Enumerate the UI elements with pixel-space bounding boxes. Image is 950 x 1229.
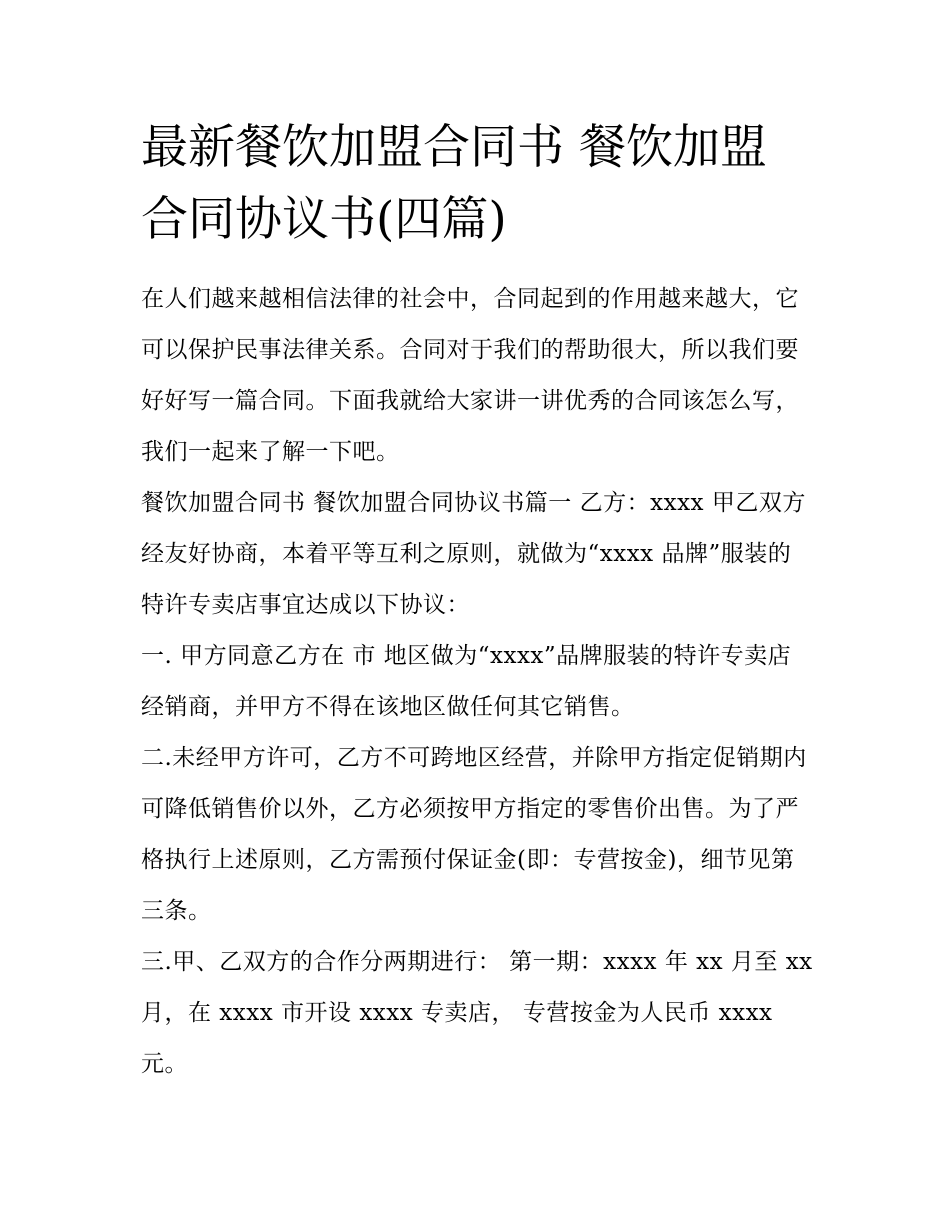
document-body xyxy=(141,112,813,1090)
paragraph-intro: 在人们越来越相信法律的社会中，合同起到的作用越来越大，它可以保护民事法律关系。合同对于我们的帮助很大，所以我们要好好写一篇合同。下面我就给大家讲一讲优秀的合同该怎么写，我们一起来了解一下吧。 xyxy=(141,286,799,465)
paragraph-part-one: 餐饮加盟合同书 餐饮加盟合同协议书篇一 乙方：xxxx 甲乙双方经友好协商，本着平等互利之原则，就做为“xxxx 品牌”服装的特许专卖店事宜达成以下协议： xyxy=(141,490,806,618)
paragraph-clause-three: 三.甲、乙双方的合作分两期进行： 第一期：xxxx 年 xx 月至 xx 月，在 xxxx 市开设 xxxx 专卖店， 专营按金为人民币 xxxx 元。 xyxy=(141,949,813,1077)
document-title: 最新餐饮加盟合同书 餐饮加盟合同协议书(四篇) xyxy=(141,120,767,247)
paragraph-clause-two: 二.未经甲方许可，乙方不可跨地区经营，并除甲方指定促销期内可降低销售价以外，乙方必须按甲方指定的零售价出售。为了严格执行上述原则，乙方需预付保证金(即：专营按金)，细节见第三条。 xyxy=(141,745,807,924)
paragraph-clause-one: 一. 甲方同意乙方在 市 地区做为“xxxx”品牌服装的特许专卖店经销商，并甲方不得在该地区做任何其它销售。 xyxy=(141,643,792,720)
